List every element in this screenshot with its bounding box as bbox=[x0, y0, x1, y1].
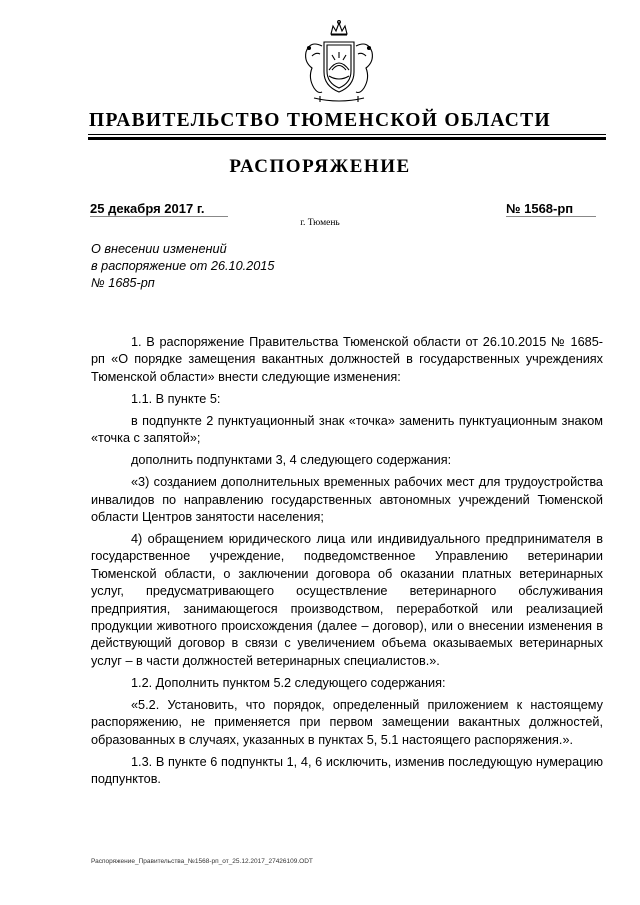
coat-of-arms-icon bbox=[296, 18, 382, 110]
subject-line: в распоряжение от 26.10.2015 bbox=[91, 259, 275, 273]
number-underline bbox=[506, 216, 596, 217]
body-paragraph: дополнить подпунктами 3, 4 следующего содержания: bbox=[131, 453, 452, 468]
header-rule-thin bbox=[88, 134, 606, 135]
subject-line: О внесении изменений bbox=[91, 242, 227, 256]
body-paragraph: 1.2. Дополнить пунктом 5.2 следующего содержания: bbox=[131, 675, 446, 690]
subject-line: № 1685-рп bbox=[91, 276, 155, 290]
date-underline bbox=[90, 216, 228, 217]
document-date: 25 декабря 2017 г. bbox=[90, 201, 205, 216]
document-subject bbox=[91, 241, 274, 292]
government-title: ПРАВИТЕЛЬСТВО ТЮМЕНСКОЙ ОБЛАСТИ bbox=[89, 110, 551, 131]
document-city: г. Тюмень bbox=[300, 218, 340, 228]
document-body bbox=[91, 334, 603, 793]
body-paragraph: 4) обращением юридического лица или индивидуального предпринимателя в государственное учреждение, подведомственное Управлению ветеринарии Тюменской области, о заключении договора об оказании платных ветеринарных услуг, предусматривающего осуществление ветеринарного обслуживания предприятия, занимающегося производством, переработкой или реализацией продукции животного происхождения (далее – договор), или о внесении изменения в действующий договор в связи с увеличением объема оказываемых ветеринарных услуг – в части должностей ветеринарных специалистов.». bbox=[91, 532, 603, 668]
body-paragraph: в подпункте 2 пунктуационный знак «точка» заменить пунктуационным знаком «точка с запятой»; bbox=[91, 413, 603, 446]
body-paragraph: 1.1. В пункте 5: bbox=[131, 391, 221, 406]
header-rule-thick bbox=[88, 137, 606, 140]
file-name-footer: Распоряжение_Правительства_№1568-рп_от_25.12.2017_27426109.ODT bbox=[91, 858, 313, 865]
body-paragraph: 1. В распоряжение Правительства Тюменской области от 26.10.2015 № 1685-рп «О порядке замещения вакантных должностей в государственных учреждениях Тюменской области» внести следующие изменения: bbox=[91, 335, 603, 384]
document-type-title: РАСПОРЯЖЕНИЕ bbox=[229, 156, 411, 177]
body-paragraph: 1.3. В пункте 6 подпункты 1, 4, 6 исключить, изменив последующую нумерацию подпунктов. bbox=[91, 754, 603, 787]
body-paragraph: «3) созданием дополнительных временных рабочих мест для трудоустройства инвалидов по направлению государственных автономных учреждений Тюменской области Центров занятости населения; bbox=[91, 475, 603, 525]
body-paragraph: «5.2. Установить, что порядок, определенный приложением к настоящему распоряжению, не применяется при первом замещении вакантных должностей, образованных в случаях, указанных в пунктах 5, 5.1 настоящего распоряжения.». bbox=[91, 697, 603, 747]
document-number: № 1568-рп bbox=[506, 201, 574, 216]
